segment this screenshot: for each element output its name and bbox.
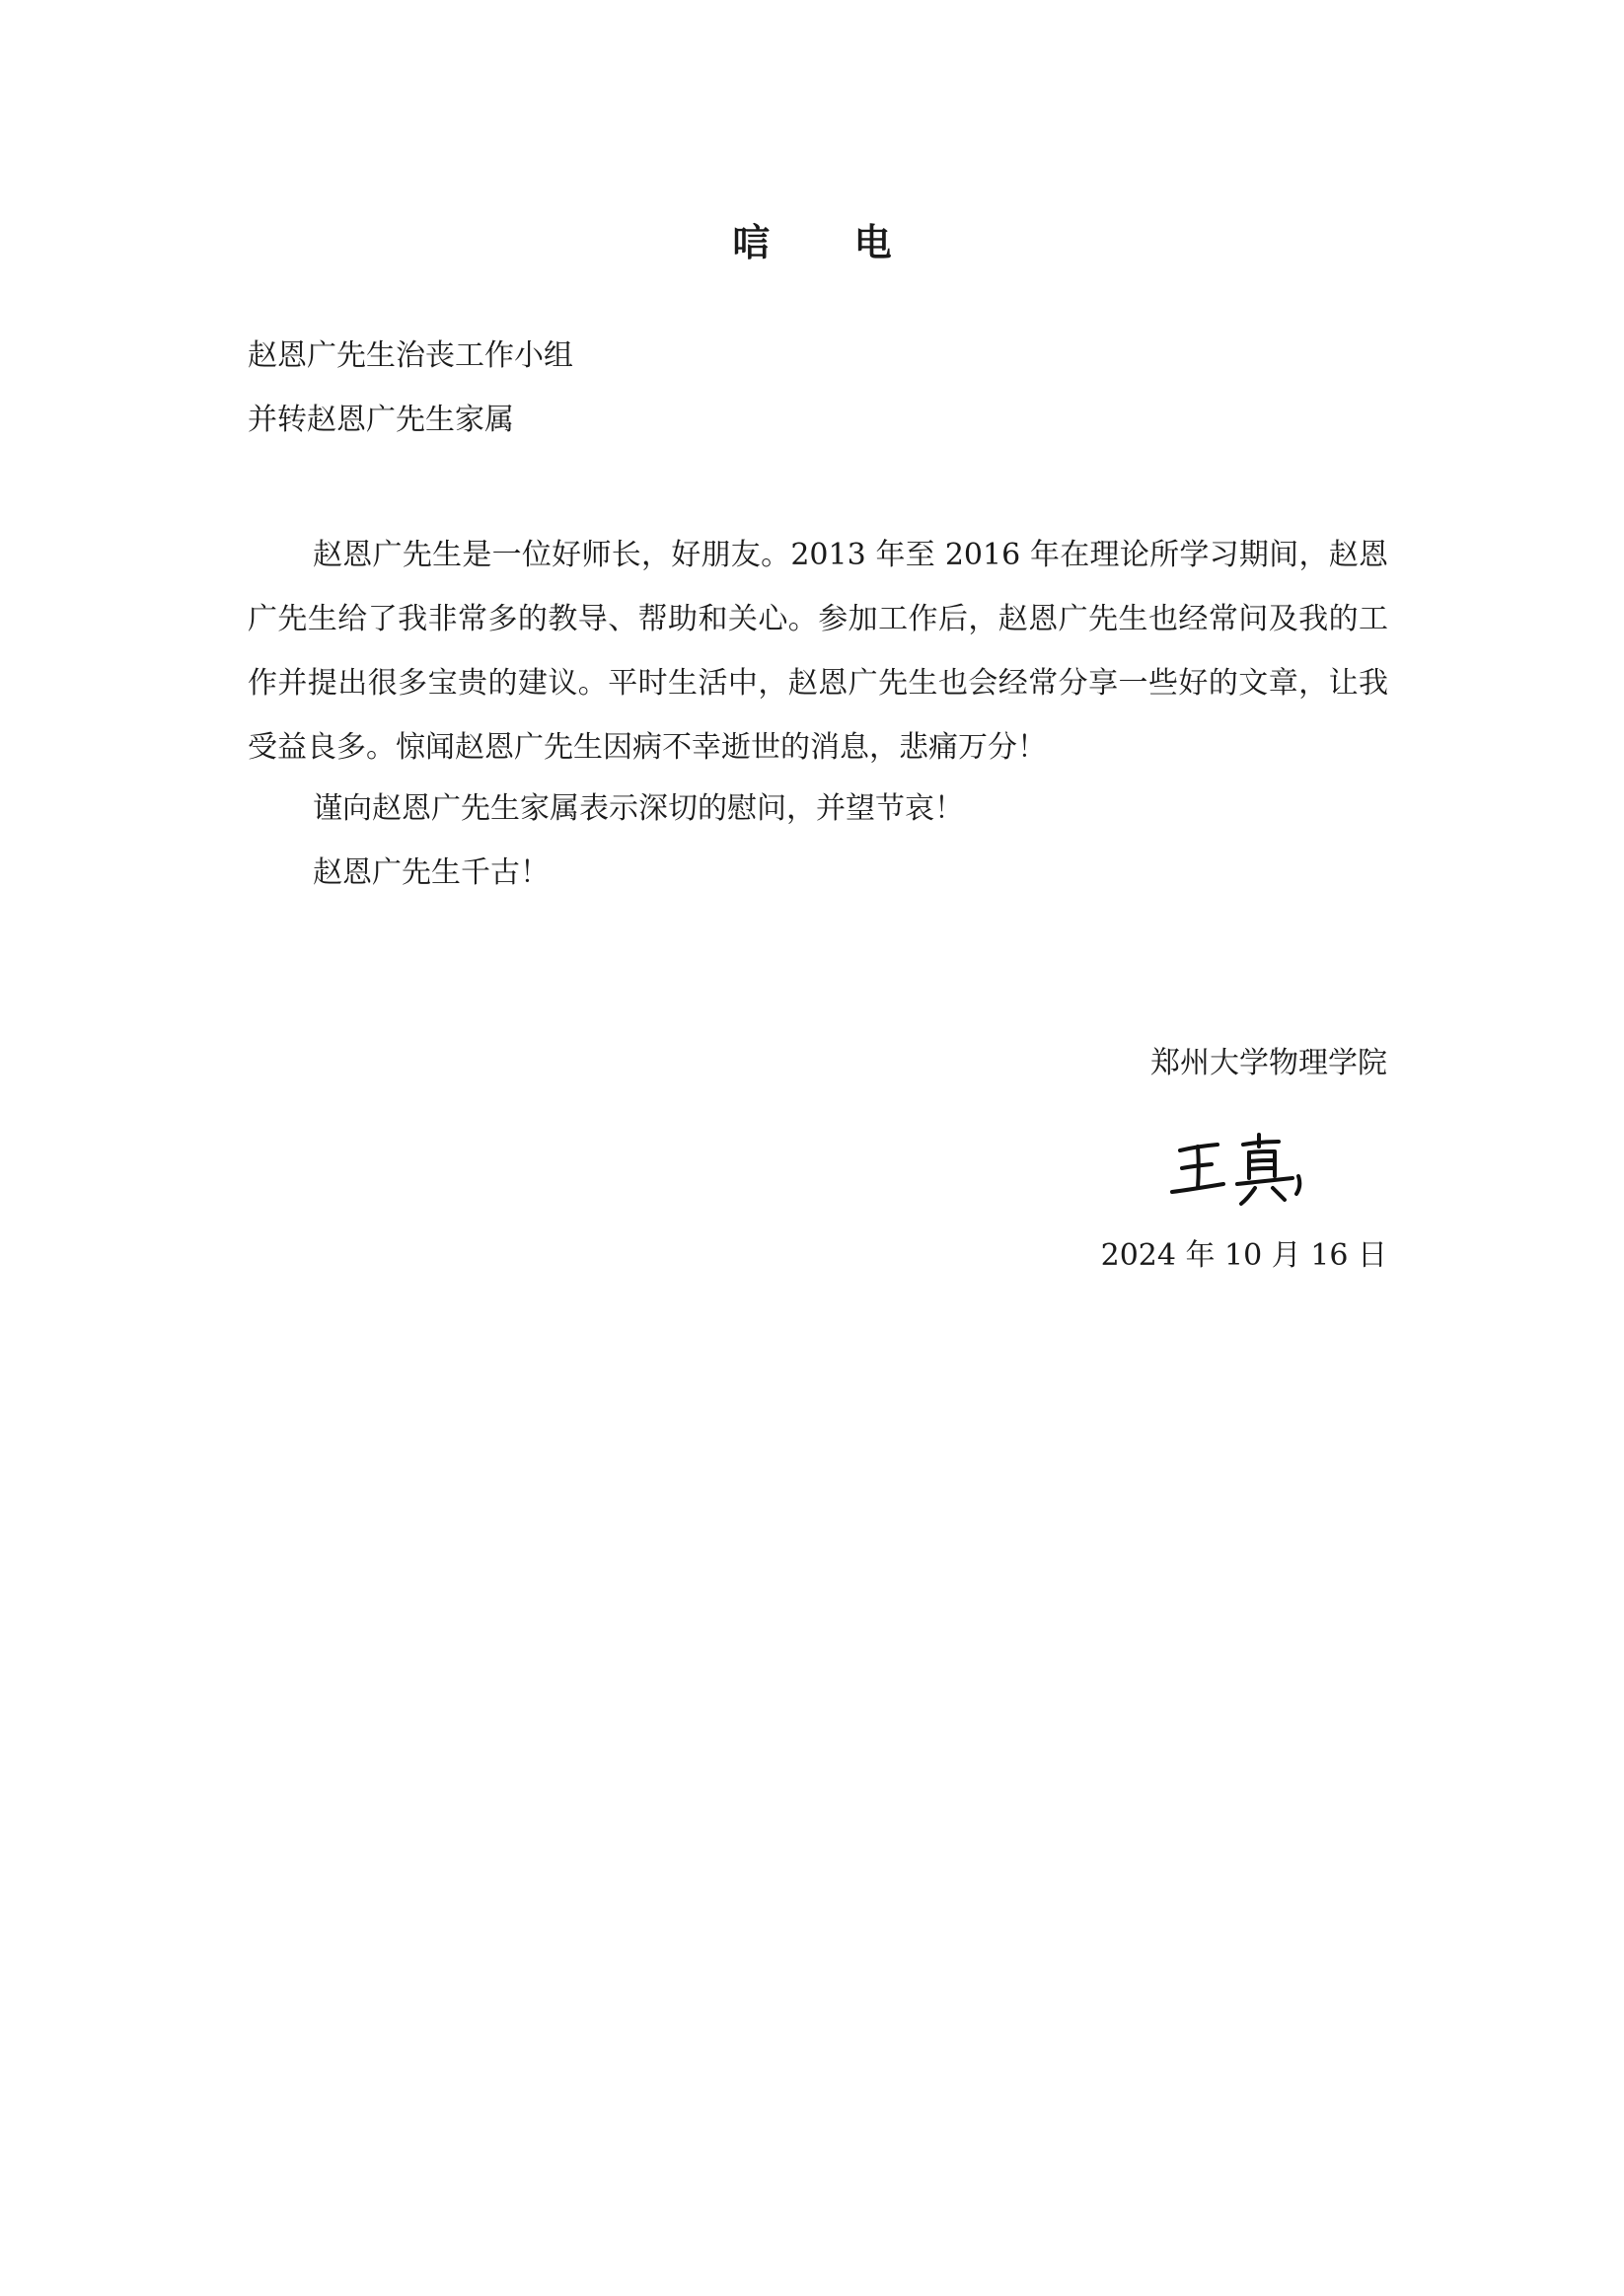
farewell-line: 赵恩广先生千古！ [313, 855, 550, 890]
recipient-line-1: 赵恩广先生治丧工作小组 [248, 338, 573, 373]
handwritten-signature [1152, 1125, 1330, 1214]
condolence-line: 谨向赵恩广先生家属表示深切的慰问，并望节哀！ [313, 791, 964, 826]
recipient-line-2: 并转赵恩广先生家属 [248, 403, 514, 437]
letter-body [248, 523, 1388, 779]
signer-organization: 郑州大学物理学院 [1150, 1046, 1387, 1080]
body-paragraph: 赵恩广先生是一位好师长，好朋友。2013 年至 2016 年在理论所学习期间，赵恩广先生给了我非常多的教导、帮助和关心。参加工作后，赵恩广先生也经常问及我的工作并提出很多宝贵的建议。平时生活中，赵恩广先生也会经常分享一些好的文章，让我受益良多。惊闻赵恩广先生因病不幸逝世的消息，悲痛万分！ [248, 538, 1388, 765]
letter-date: 2024 年 10 月 16 日 [1100, 1238, 1387, 1273]
letter-title: 唁 电 [732, 220, 927, 264]
